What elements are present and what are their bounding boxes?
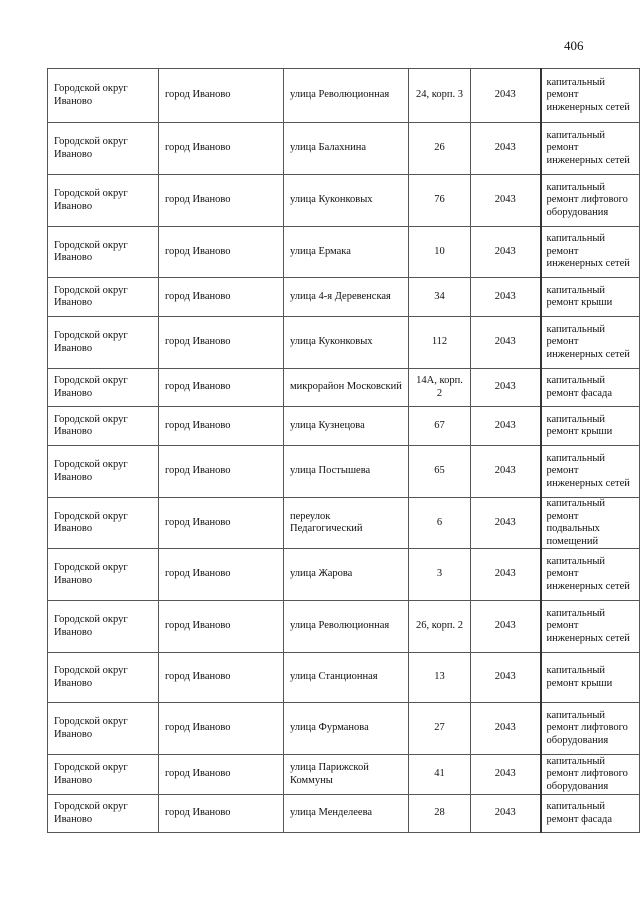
district-cell: Городской округ Иваново <box>48 703 159 755</box>
year-cell: 2043 <box>471 795 541 833</box>
street-cell: улица Фурманова <box>284 703 409 755</box>
table-row <box>48 369 640 407</box>
year-cell: 2043 <box>471 446 541 498</box>
street-cell: улица Постышева <box>284 446 409 498</box>
table-row <box>48 795 640 833</box>
house-number-cell: 6 <box>409 498 471 549</box>
house-number-cell: 34 <box>409 278 471 317</box>
city-cell: город Иваново <box>159 498 284 549</box>
table-row <box>48 549 640 601</box>
table-row <box>48 601 640 653</box>
street-cell: улица Менделеева <box>284 795 409 833</box>
year-cell: 2043 <box>471 498 541 549</box>
city-cell: город Иваново <box>159 227 284 278</box>
house-number-cell: 13 <box>409 653 471 703</box>
district-cell: Городской округ Иваново <box>48 498 159 549</box>
city-cell: город Иваново <box>159 795 284 833</box>
work-type-cell: капитальный ремонт инженерных сетей <box>541 549 640 601</box>
city-cell: город Иваново <box>159 175 284 227</box>
street-cell: улица Балахнина <box>284 123 409 175</box>
year-cell: 2043 <box>471 175 541 227</box>
work-type-cell: капитальный ремонт крыши <box>541 407 640 446</box>
work-type-cell: капитальный ремонт лифтового оборудования <box>541 703 640 755</box>
year-cell: 2043 <box>471 317 541 369</box>
street-cell: микрорайон Московский <box>284 369 409 407</box>
table-row <box>48 278 640 317</box>
year-cell: 2043 <box>471 123 541 175</box>
house-number-cell: 28 <box>409 795 471 833</box>
house-number-cell: 76 <box>409 175 471 227</box>
district-cell: Городской округ Иваново <box>48 795 159 833</box>
work-type-cell: капитальный ремонт инженерных сетей <box>541 227 640 278</box>
page-number: 406 <box>564 38 584 53</box>
district-cell: Городской округ Иваново <box>48 755 159 795</box>
district-cell: Городской округ Иваново <box>48 407 159 446</box>
table-row <box>48 69 640 123</box>
year-cell: 2043 <box>471 369 541 407</box>
table-row <box>48 498 640 549</box>
house-number-cell: 41 <box>409 755 471 795</box>
street-cell: улица 4-я Деревенская <box>284 278 409 317</box>
house-number-cell: 3 <box>409 549 471 601</box>
street-cell: улица Жарова <box>284 549 409 601</box>
work-type-cell: капитальный ремонт инженерных сетей <box>541 317 640 369</box>
work-type-cell: капитальный ремонт крыши <box>541 278 640 317</box>
table-row <box>48 703 640 755</box>
year-cell: 2043 <box>471 601 541 653</box>
street-cell: улица Куконковых <box>284 175 409 227</box>
city-cell: город Иваново <box>159 369 284 407</box>
street-cell: улица Революционная <box>284 69 409 123</box>
district-cell: Городской округ Иваново <box>48 446 159 498</box>
city-cell: город Иваново <box>159 317 284 369</box>
district-cell: Городской округ Иваново <box>48 227 159 278</box>
year-cell: 2043 <box>471 278 541 317</box>
work-type-cell: капитальный ремонт фасада <box>541 795 640 833</box>
district-cell: Городской округ Иваново <box>48 549 159 601</box>
district-cell: Городской округ Иваново <box>48 69 159 123</box>
table-row <box>48 317 640 369</box>
district-cell: Городской округ Иваново <box>48 278 159 317</box>
work-type-cell: капитальный ремонт инженерных сетей <box>541 69 640 123</box>
street-cell: улица Парижской Коммуны <box>284 755 409 795</box>
year-cell: 2043 <box>471 653 541 703</box>
city-cell: город Иваново <box>159 446 284 498</box>
district-cell: Городской округ Иваново <box>48 653 159 703</box>
city-cell: город Иваново <box>159 123 284 175</box>
city-cell: город Иваново <box>159 69 284 123</box>
district-cell: Городской округ Иваново <box>48 601 159 653</box>
house-number-cell: 65 <box>409 446 471 498</box>
city-cell: город Иваново <box>159 549 284 601</box>
work-type-cell: капитальный ремонт фасада <box>541 369 640 407</box>
work-type-cell: капитальный ремонт инженерных сетей <box>541 123 640 175</box>
district-cell: Городской округ Иваново <box>48 317 159 369</box>
street-cell: улица Кузнецова <box>284 407 409 446</box>
district-cell: Городской округ Иваново <box>48 123 159 175</box>
table-row <box>48 755 640 795</box>
street-cell: улица Станционная <box>284 653 409 703</box>
house-number-cell: 112 <box>409 317 471 369</box>
city-cell: город Иваново <box>159 278 284 317</box>
work-type-cell: капитальный ремонт крыши <box>541 653 640 703</box>
table-row <box>48 123 640 175</box>
city-cell: город Иваново <box>159 407 284 446</box>
city-cell: город Иваново <box>159 601 284 653</box>
house-number-cell: 24, корп. 3 <box>409 69 471 123</box>
district-cell: Городской округ Иваново <box>48 369 159 407</box>
house-number-cell: 10 <box>409 227 471 278</box>
house-number-cell: 67 <box>409 407 471 446</box>
street-cell: улица Революционная <box>284 601 409 653</box>
table-row <box>48 653 640 703</box>
work-type-cell: капитальный ремонт лифтового оборудования <box>541 175 640 227</box>
street-cell: переулок Педагогический <box>284 498 409 549</box>
work-type-cell: капитальный ремонт лифтового оборудования <box>541 755 640 795</box>
district-cell: Городской округ Иваново <box>48 175 159 227</box>
city-cell: город Иваново <box>159 755 284 795</box>
housing-repair-table <box>47 68 640 833</box>
house-number-cell: 27 <box>409 703 471 755</box>
work-type-cell: капитальный ремонт подвальных помещений <box>541 498 640 549</box>
year-cell: 2043 <box>471 703 541 755</box>
city-cell: город Иваново <box>159 653 284 703</box>
work-type-cell: капитальный ремонт инженерных сетей <box>541 446 640 498</box>
table-row <box>48 446 640 498</box>
table-row <box>48 227 640 278</box>
street-cell: улица Ермака <box>284 227 409 278</box>
table-row <box>48 407 640 446</box>
city-cell: город Иваново <box>159 703 284 755</box>
work-type-cell: капитальный ремонт инженерных сетей <box>541 601 640 653</box>
year-cell: 2043 <box>471 407 541 446</box>
year-cell: 2043 <box>471 69 541 123</box>
street-cell: улица Куконковых <box>284 317 409 369</box>
house-number-cell: 26, корп. 2 <box>409 601 471 653</box>
year-cell: 2043 <box>471 227 541 278</box>
year-cell: 2043 <box>471 549 541 601</box>
house-number-cell: 26 <box>409 123 471 175</box>
house-number-cell: 14А, корп. 2 <box>409 369 471 407</box>
year-cell: 2043 <box>471 755 541 795</box>
table-row <box>48 175 640 227</box>
